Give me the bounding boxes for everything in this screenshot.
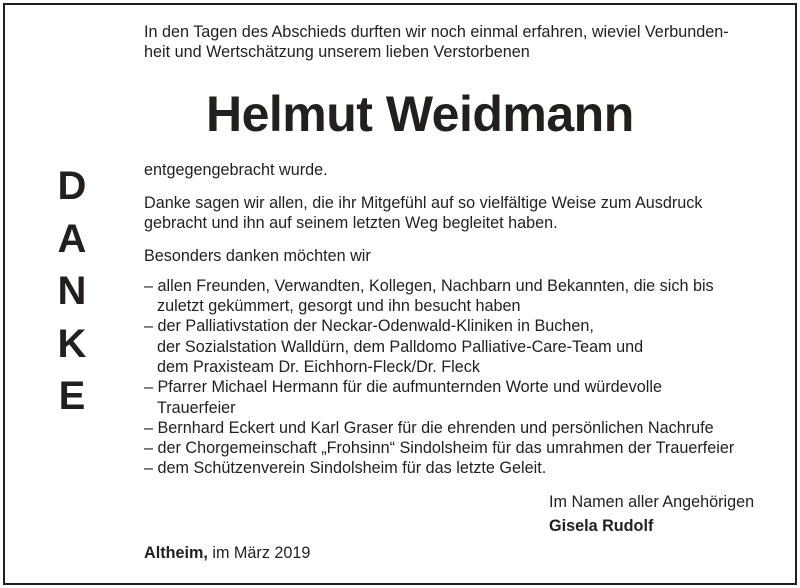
list-item-line: dem Praxisteam Dr. Eichhorn-Fleck/Dr. Fleck	[157, 357, 480, 376]
date-text: im März 2019	[212, 544, 311, 562]
signer-name: Gisela Rudolf	[549, 517, 654, 535]
notice-body	[144, 22, 774, 479]
thanks-paragraph	[144, 193, 774, 234]
intro-line: In den Tagen des Abschieds durften wir noch einmal erfahren, wieviel Verbunden-	[144, 23, 729, 41]
danke-vertical-word	[46, 160, 98, 423]
list-item-line: – allen Freunden, Verwandten, Kollegen, Nachbarn und Bekannten, die sich bis	[144, 276, 714, 295]
signature-block	[549, 490, 754, 538]
list-item-line: Trauerfeier	[157, 398, 236, 417]
thanks-line: Danke sagen wir allen, die ihr Mitgefühl auf so vielfältige Weise zum Ausdruck	[144, 193, 703, 212]
danke-letter: N	[57, 269, 87, 313]
list-item-line: der Sozialstation Walldürn, dem Palldomo Palliative-Care-Team und	[157, 337, 644, 356]
list-item	[144, 276, 774, 317]
after-name-text: entgegengebracht wurde.	[144, 160, 328, 179]
danke-letter: E	[58, 374, 86, 418]
list-item-line: – dem Schützenverein Sindolsheim für das letzte Geleit.	[144, 459, 547, 478]
place-name: Altheim,	[144, 544, 208, 562]
thanks-line: gebracht und ihn auf seinem letzten Weg begleitet haben.	[144, 214, 558, 233]
list-item-line: – Pfarrer Michael Hermann für die aufmunternden Worte und würdevolle	[144, 378, 662, 397]
thanks-list	[144, 276, 774, 479]
list-item	[144, 418, 774, 438]
special-thanks-intro: Besonders danken möchten wir	[144, 247, 371, 266]
danke-letter: A	[57, 216, 87, 261]
list-item	[144, 316, 774, 377]
list-item-line: zuletzt gekümmert, gesorgt und ihn besucht haben	[157, 297, 521, 316]
list-item-line: – der Chorgemeinschaft „Frohsinn“ Sindolsheim für das umrahmen der Trauerfeier	[144, 439, 735, 458]
list-item	[144, 377, 774, 418]
list-item	[144, 458, 774, 478]
list-item	[144, 438, 774, 458]
danke-letter: D	[57, 164, 87, 208]
place-date	[144, 544, 310, 563]
intro-line: heit und Wertschätzung unserem lieben Verstorbenen	[144, 43, 530, 62]
list-item-line: – der Palliativstation der Neckar-Odenwald-Kliniken in Buchen,	[144, 317, 594, 336]
danke-letter: K	[57, 321, 87, 366]
on-behalf-text: Im Namen aller Angehörigen	[549, 493, 755, 511]
intro-paragraph	[144, 22, 774, 63]
list-item-line: – Bernhard Eckert und Karl Graser für die ehrenden und persönlichen Nachrufe	[144, 418, 714, 437]
deceased-name: Helmut Weidmann	[206, 86, 634, 142]
